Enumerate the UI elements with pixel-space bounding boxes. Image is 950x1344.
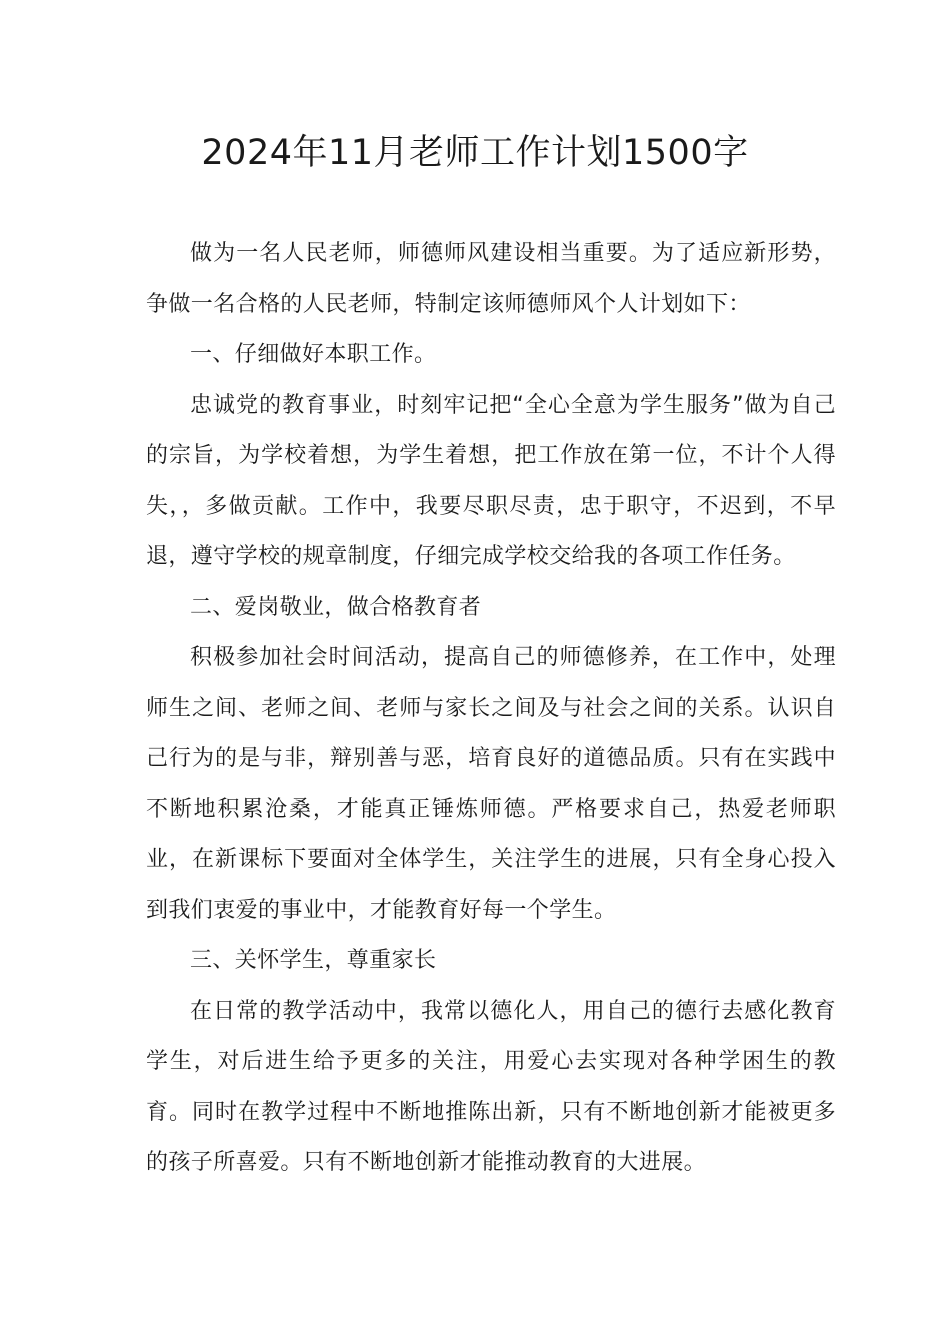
section-heading-1: 一、仔细做好本职工作。: [190, 342, 437, 367]
document-title: 2024年11月老师工作计划1500字: [201, 133, 749, 173]
document-body: [146, 229, 836, 1189]
section-heading-2: 二、爱岗敬业，做合格教育者: [190, 594, 482, 620]
section-2-paragraph: 积极参加社会时间活动，提高自己的师德修养，在工作中，处理师生之间、老师之间、老师与家长之间及与社会之间的关系。认识自己行为的是与非，辩别善与恶，培育良好的道德品质。只有在实践中不断地积累沧桑，才能真正锤炼师德。严格要求自己，热爱老师职业，在新课标下要面对全体学生，关注学生的进展，只有全身心投入到我们衷爱的事业中，才能教育好每一个学生。: [146, 645, 836, 923]
section-1-paragraph: 忠诚党的教育事业，时刻牢记把“全心全意为学生服务”做为自己的宗旨，为学校着想，为学生着想，把工作放在第一位，不计个人得失，，多做贡献。工作中，我要尽职尽责，忠于职守，不迟到，不早退，遵守学校的规章制度，仔细完成学校交给我的各项工作任务。: [146, 392, 836, 569]
intro-paragraph: 做为一名人民老师，师德师风建设相当重要。为了适应新形势，争做一名合格的人民老师，特制定该师德师风个人计划如下：: [146, 241, 836, 317]
section-3-paragraph: 在日常的教学活动中，我常以德化人，用自己的德行去感化教育学生，对后进生给予更多的关注，用爱心去实现对各种学困生的教育。同时在教学过程中不断地推陈出新，只有不断地创新才能被更多的孩子所喜爱。只有不断地创新才能推动教育的大进展。: [146, 998, 836, 1175]
section-heading-3: 三、关怀学生，尊重家长: [190, 948, 437, 973]
